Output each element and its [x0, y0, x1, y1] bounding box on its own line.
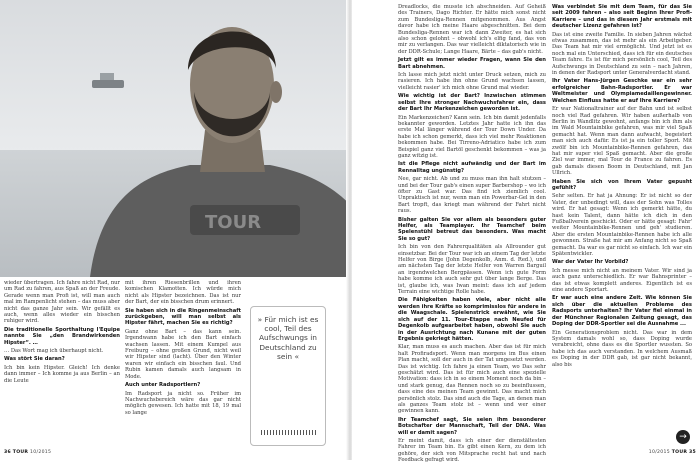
issue-date: 10/2015	[30, 450, 52, 455]
paragraph: Ich messe mich nicht an meinem Vater. Wir sind ja auch ganz unterschiedlich. Er war Bahnsprinter – das ist etwas komplett anderes. Eigentlich ist es eine andere Sportart.	[552, 267, 692, 294]
page-number: 36	[4, 450, 11, 455]
paragraph: Ein Generationsproblem nicht. Das war in dem System damals wohl so, dass Doping wurde verabreicht, ohne dass es die Sportler wussten. So habe ich das auch verstanden. In welchem Ausmaß es Doping in der DDR gab, ist gar nicht bekannt, also bis	[552, 329, 692, 368]
right-folio	[649, 450, 696, 455]
left-column-1	[4, 280, 120, 448]
paragraph: Er meint damit, dass ich einer der dienstältesten Fahrer im Team bin. Es gibt einen Kern, zu dem ich gehöre, der sich von Mitsprache recht hat und nach Feedback gefragt wird.	[398, 438, 546, 464]
right-column-1	[398, 4, 546, 464]
interview-question: Ihr Teamchef sagt, Sie seien ihm besonderer Botschafter der Mannschaft, Teil der DNA. Was will er damit sagen?	[398, 416, 546, 436]
paragraph: Nee, gar nicht. Ab und zu muss man ihn halt stutzen – und bei der Tour gab's einen super Barbershop – wo ich öfter zu Gast war. Das find ich ziemlich cool. Unpraktisch ist nur, wenn man ein Powerbar-Gel in den Bart tropft, das kriegt man während der Fahrt nicht raus.	[398, 176, 546, 215]
interview-question: Jetzt gilt es immer wieder Fragen, wann Sie den Bart abnehmen.	[398, 57, 546, 70]
interview-question: Ist die Pflege nicht aufwändig und der Bart im Rennalltag ungünstig?	[398, 161, 546, 174]
magazine-name: TOUR	[12, 450, 29, 455]
interview-question: Sie haben sich in die Ringenmeinschaft zurückgeben, will man selbst als Hipster fährt, machen Sie es richtig?	[125, 307, 241, 327]
right-page	[352, 0, 700, 464]
paragraph: Sehr selten. Er hat ja Ahnung: Er ist nicht so der Vater, der unbedingt will, dass der Sohn was Tolles wird. Er hat gesagt: Wenn ich gemerkt hätte, du hast kein Talent, dann hätte ich dich in den Fußballverein geschickt. Oder er hätte gesagt: Fahr' weiter Mountainbike-Rennen und geh' studieren. Aber die ersten Mountainbike-Rennen habe ich alle gewonnen. Straße hat mir am Anfang nicht so Spaß gemacht. Da war es gar nicht so einfach. Ich war ein Spätentwickler.	[552, 193, 692, 258]
portrait-photo	[0, 0, 395, 277]
right-column-2	[552, 4, 692, 424]
paragraph: Ich lasse mich jetzt nicht unter Druck setzen, mich zu rasieren. Ich habe ihn ohne Grund wachsen lassen, vielleicht rasier' ich mich ohne Grund mal wieder.	[398, 72, 546, 91]
person-silhouette	[70, 0, 390, 277]
interview-question: Bisher galten Sie vor allem als besonders guter Helfer, als Teamplayer. Ihr Teamchef beim Spelenstühl betreut das besonders. Was macht Sie so gut?	[398, 216, 546, 242]
pull-quote-text: » Für mich ist es cool, Teil des Aufschwungs in Deutschland zu sein «	[257, 315, 319, 361]
hatch-decoration	[261, 430, 317, 435]
paragraph: Ich bin kein Hipster. Gleich! Ich denke dann immer – Ich komme ja aus Berlin – an die Leute	[4, 364, 120, 384]
paragraph: Dreadlocks, die musste ich abschneiden. Auf Geheiß des Trainers, Dago Richter. Er hätte mich sonst nicht zum Bundesliga-Rennen mitgenommen. Aus Angst davor habe ich meine Haare abgeschnitten. Bei dem Bundesliga-Rennen war ich dann Zweiter, es hat sich also schon gelohnt – obwohl ich's elfig fand, das von mir zu verlangen. Das war vielleicht diktatorisch wie in der DDR-Schule; Lange Haare, Bärte – das gab's nicht.	[398, 4, 546, 55]
paragraph: Klar, man muss es auch machen. Aber das ist für mich halt Profiradsport. Wenn man morgens im Bus einen Plan macht, soll der auch in der Tat umgesetzt werden. Das ist wichtig. Ich fahre ja einen Team, wo Das sehr geschätzt wird. Das ist für mich auch eine spezielle Motivation: dass ich in so einem Moment noch da bin – und stark genug, das Rennen noch so zu beeinflussen, dass eine des meinen Team gewinnt. Das macht mich persönlich stolz. Das sind auch die Tage, an denen man als ganzes Team stolz ist – wenn und wer einer gewinnen kann.	[398, 344, 546, 415]
interview-question: Was stört Sie daran?	[4, 356, 65, 363]
next-page-arrow-icon[interactable]: →	[676, 430, 690, 444]
magazine-name: TOUR	[671, 450, 688, 455]
interview-question: Ihr Vater Hans-Jürgen Geschke war ein sehr erfolgreicher Bahn-Radsportler. Er war Weltmeister und Olympiamedaillengewinner. Welchen Einfluss hatte er auf Ihre Karriere?	[552, 78, 692, 104]
left-column-2	[125, 280, 241, 448]
issue-date: 10/2015	[648, 450, 670, 455]
paragraph: mit ihren Riesenbrillen und ihren komischen Klamotten. Ich würde mich nicht als Hipster bezeichnen. Das ist nur der Bart, der ein bisschen drum erinnert.	[125, 280, 241, 306]
svg-text:TOUR: TOUR	[205, 212, 262, 233]
interview-question: Haben Sie sich von Ihrem Vater gepusht gefühlt?	[552, 178, 692, 191]
paragraph: Das ist eine zweite Familie. In sieben Jahren wächst etwas zusammen, das ist mehr als ein Arbeitgeber. Das Team hat mir viel ermöglicht. Und jetzt ist es noch mal ein Unterschied, dass ich für ein deutsches Team fahre. Es ist für mich persönlich cool, Teil des Aufschwungs in Deutschland zu sein – nach Jahren, in denen der Radsport unter Generalverdacht stand.	[552, 31, 692, 77]
left-folio	[4, 450, 51, 455]
pull-quote	[250, 306, 326, 446]
interview-question: Die Fähigkeiten haben viele, aber nicht alle werden ihre Kräfte so komprimisslos für andere in die Waagschale. Spielenstrick erwähnt, wie Sie sich auf der 11. Tour-Etappe nach Neufed für Degenkolb aufgearbeitet haben, obwohl Sie auch in der Ausrichtung nach Kunane mit der guten Ergebnis gekriegt hätten.	[398, 297, 546, 342]
paragraph: Er war Nationaltrainer auf der Bahn und ist selbst noch viel Rad gefahren. Wir haben außerhalb von Berlin in Wandlitz gewohnt, anfangs bin ich ihm als im Wald Mountainbike gefahren, was mir viel Spaß gemacht hat. Wenn man dann aufwacht, begeistert man sich auch dafür. Es ist ja ein toller Sport. Mit zwölf bin ich Mountainbike-Rennen gefahren, das hat mir super viel Spaß gemacht. Aber die große Ziel war immer, mal Tour de France zu fahren. Es gab damals diesen Boom in Deutschland, mit Jan Ullrich.	[552, 106, 692, 177]
paragraph: Im Radsport ja nicht so. Früher im Nachwuchsbereich wäre das gar nicht möglich gewesen. Ich hatte mit 18, 19 mal so lange	[125, 390, 241, 416]
paragraph: Ein Markenzeichen? Kann sein. Ich bin damit jedenfalls bekannter geworden. Letztes Jahr hatte ich ihn das erste Mal länger während der Tour Down Under. Da habe ich schon gemerkt, dass ich viel mehr Reaktionen bekommen habe. Bei Tirreno-Adriatico habe ich zum Beispiel ganz viel Bartöl geschenkt bekommen – was ja ganz witzig ist.	[398, 114, 546, 159]
interview-question: Wie wichtig ist der Bart? Inzwischen stimmen selbst Ihre stronger Nachwuchsfahrer ein, dass der Bart Ihr Markenzeichen geworden ist.	[398, 93, 546, 113]
page-number: 35	[689, 450, 696, 455]
interview-question: Auch unter Radsportlern?	[125, 382, 201, 389]
interview-question: Er war auch eine andere Zeit. Wie können Sie sich über die aktuellen Probleme des Radsports unterhalten? Ihr Vater fiel einmal in der Münchner Regionalen Zeitung gesagt, das Doping der DDR-Sportler sei die Ausnahme ...	[552, 295, 692, 328]
interview-question: Die traditionelle Sporthaltung l'Equipe nannte Sie „den Brandwirkenden Hipster“. …	[4, 326, 120, 346]
paragraph: wieder übertragen. Ich fahre nicht Rad, nur um Rad zu fahren, aus Spaß an der Freude. Gerade wenn man Profi ist, will man auch mal im Rampenlicht stehen – das muss aber nicht das ganze Jahr sein. Wir gefällt es auch, wenn alles wieder ein bisschen ruhiger wird.	[4, 280, 120, 325]
paragraph: Ich bin von den Fahrerqualitäten als Allrounder gut einsetzbar. Bei der Tour war ich an einem Tag der letzte Helfer von Birge (John Degenkolb, Anm. d. Red.), und am nächsten Tag der letzte Helfer von Warren Barguil an irgendwelchen Bergpässen. Wenn ich gute Form habe komme ich auch sehr gut über lange Berge. Das ist, glaube ich, was Iwan meint: dass ich auf jedem Terrain eine wichtige Rolle habe.	[398, 244, 546, 296]
paragraph: … Das Wort mag ich überhaupt nicht.	[4, 348, 104, 355]
paragraph: Ganz ohne Bart – das kann sein. Irgendwann habe ich den Bart einfach wachsen lassen. Mit einem Kumpel aus Freiburg – ohne großen Grund, nicht weil wir Hipster sind (lacht). Über den Winter waren wir einfach ein bisschen faul. Und Rubin kamen damals auch langsam in Mode.	[125, 328, 241, 380]
left-page	[0, 0, 348, 460]
interview-question: Was verbindet Sie mit dem Team, für das Sie seit 2009 fahren – also seit Beginn Ihrer Profi-Karriere – und das in diesem Jahr erstmals mit deutscher Lizenz gefahren ist?	[552, 4, 692, 30]
interview-question: War der Vater Ihr Vorbild?	[552, 259, 629, 266]
